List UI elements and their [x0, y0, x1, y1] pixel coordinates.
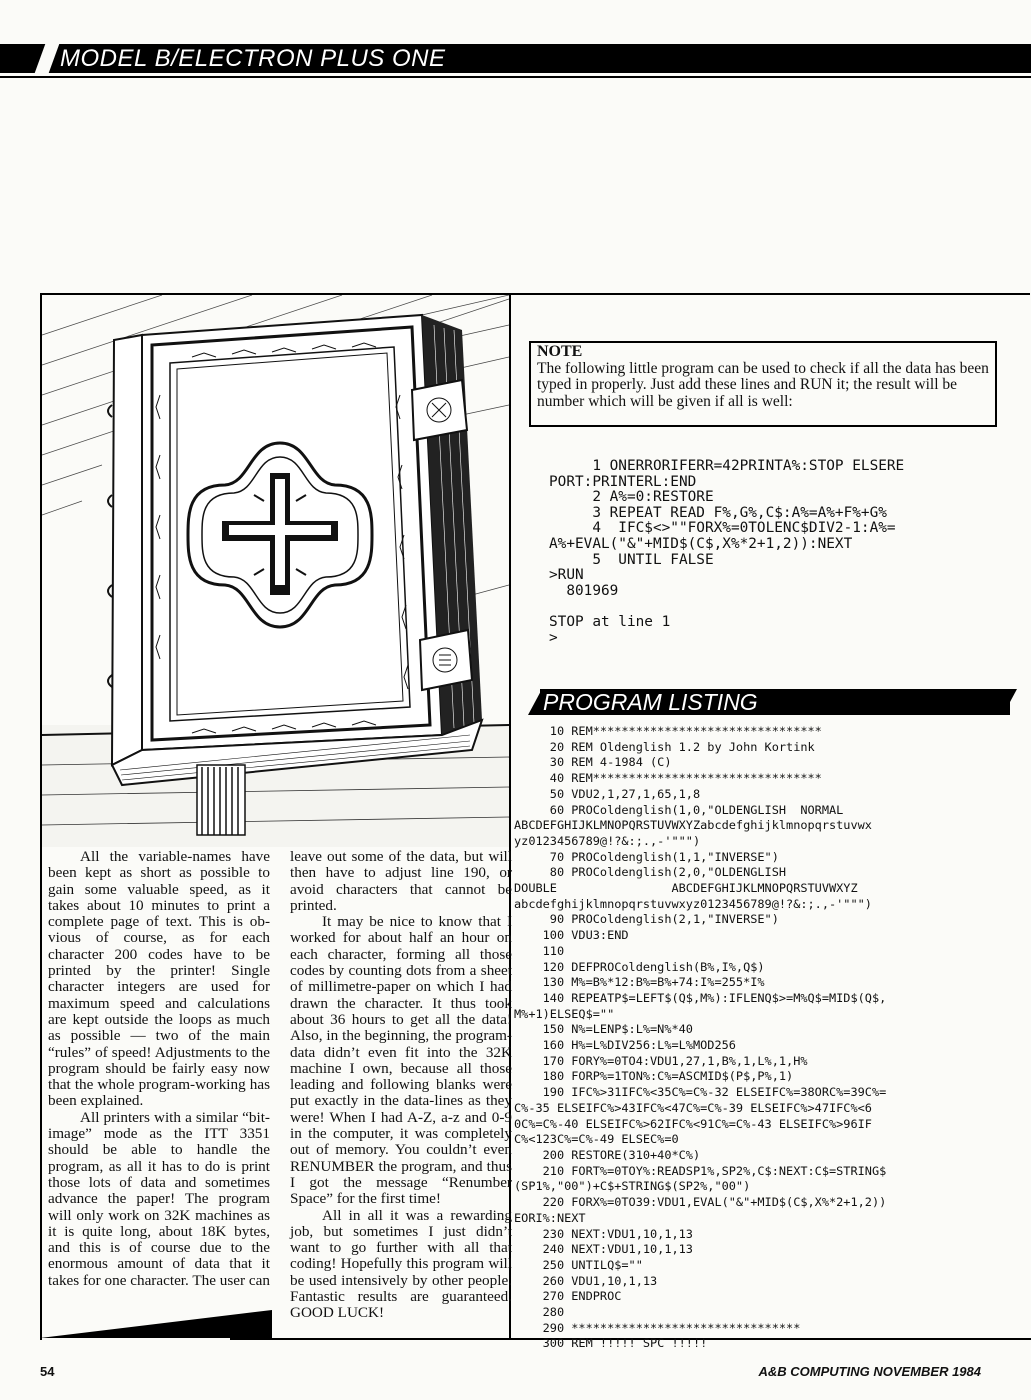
- note-title: NOTE: [537, 343, 583, 360]
- article-paragraph: All printers with a similar “bit-image” mode as the ITT 3351 should be able to handle the program, as all it has to do is print those lots of data and sometimes advance the paper! The program will only work on 32K machines as it is quite long, about 18K bytes, and this is of course due to the enormous amount of data that it takes for one character. The user can: [48, 1108, 270, 1289]
- page-number: 54: [40, 1364, 55, 1379]
- header-rule: [0, 76, 1031, 78]
- note-body: The following little program can be used to check if all the data has been typed in properly. Just add these lines and RUN it; the result will be number which will be given if all is well:: [537, 360, 989, 410]
- section-title: MODEL B/ELECTRON PLUS ONE: [60, 45, 446, 72]
- listing-title: PROGRAM LISTING: [543, 689, 758, 715]
- listing-banner-slant-right: [1003, 689, 1017, 715]
- magazine-issue: A&B COMPUTING NOVEMBER 1984: [758, 1364, 981, 1379]
- program-listing-code: 10 REM******************************** 20 REM Oldenglish 1.2 by John Kortink 30 REM 4-1984 (C) 40 REM******************************** 50 VDU2,1,27,1,65,1,8 60 PROColdenglish(1,0,"OLDENGLISH NORMAL ABCDEFGHIJKLMNOPQRSTUVWXYZabcdefghijklmnopqrstuvwx yz0123456789@!?&:;.,-'""") 70 PROColdenglish(1,1,"INVERSE") 80 PROColdenglish(2,0,"OLDENGLISH DOUBLE ABCDEFGHIJKLMNOPQRSTUVWXYZ abcdefghijklmnopqrstuvwxyz0123456789@!?&:;.,-'""") 90 PROColdenglish(2,1,"INVERSE") 100 VDU3:END 110 120 DEFPROColdenglish(B%,I%,Q$) 130 M%=B%*12:B%=B%+74:I%=255*I% 140 REPEATP$=LEFT$(Q$,M%):IFLENQ$>=M%Q$=MID$(Q$, M%+1)ELSEQ$="" 150 N%=LENP$:L%=N%*40 160 H%=L%DIV256:L%=L%MOD256 170 FORY%=0TO4:VDU1,27,1,B%,1,L%,1,H% 180 FORP%=1TON%:C%=ASCMID$(P$,P%,1) 190 IFC%>31IFC%<35C%=C%-32 ELSEIFC%=38ORC%=39C%= C%-35 ELSEIFC%>43IFC%<47C%=C%-39 ELSEIFC%>47IFC%<6 0C%=C%-40 ELSEIFC%>62IFC%<91C%=C%-43 ELSEIFC%>96IF C%<123C%=C%-49 ELSEC%=0 200 RESTORE(310+40*C%) 210 FORT%=0TOY%:READSP1%,SP2%,C$:NEXT:C$=STRING$ (SP1%,"00")+C$+STRING$(SP2%,"00") 220 FORX%=0TO39:VDU1,EVAL("&"+MID$(C$,X%*2+1,2)) EORI%:NEXT 230 NEXT:VDU1,10,1,13 240 NEXT:VDU1,10,1,13 250 UNTILQ$="" 260 VDU1,10,1,13 270 ENDPROC 280 290 ******************************** 300 REM !!!!! SPC !!!!!: [514, 724, 887, 1351]
- article-paragraph: It may be nice to know that I worked for about half an hour on each character, forming all those codes by counting dots from a sheet of millimetre-paper on which I had drawn the character. It thus took about 36 hours to get all the data! Also, in the beginning, the program-data didn’t even fit into the 32K machine I own, because all those leading and following blanks were put exactly in the data-lines as they were! When I had A-Z, a-z and 0-9 in the computer, it was completely out of memory. You couldn’t even RENUMBER the program, and thus I got the message “Renumber Space” for the first time!: [290, 913, 512, 1208]
- article-paragraph: All the variable-names have been kept as short as possible to gain some valuable speed, as it takes about 10 minutes to print a complete page of text. This is obvious of course, as for each character 200 codes have to be printed by the printer! Single character integers are used for maximum speed and calculations are kept outside the loops as much as possible — two of the main “rules” of speed! Adjustments to the program should be fairly easy now that the whole program-working has been explained.: [48, 848, 270, 1110]
- check-program-code: 1 ONERRORIFERR=42PRINTA%:STOP ELSERE PORT:PRINTERL:END 2 A%=0:RESTORE 3 REPEAT READ F%,G%,C$:A%=A%+F%+G% 4 IFC$<>""FORX%=0TOLENC$DIV2-1:A%= A%+EVAL("&"+MID$(C$,X%*2+1,2)):NEXT 5 UNTIL FALSE >RUN 801969 STOP at line 1 >: [549, 458, 905, 646]
- note-box: [529, 341, 997, 427]
- ornate-bible-book-icon: [42, 295, 509, 847]
- frame-corner-wedge: [40, 1310, 272, 1338]
- article-paragraph: All in all it was a rewarding job, but sometimes I just didn’t want to go further with all that coding! Hopefully this program will be used intensively by other people. Fantastic results are guaranteed. GOOD LUCK!: [290, 1206, 512, 1322]
- article-paragraph: leave out some of the data, but will then have to adjust line 190, or avoid characters that cannot be printed.: [290, 848, 512, 914]
- article-column-left: [48, 849, 270, 1289]
- article-column-middle: [290, 849, 512, 1322]
